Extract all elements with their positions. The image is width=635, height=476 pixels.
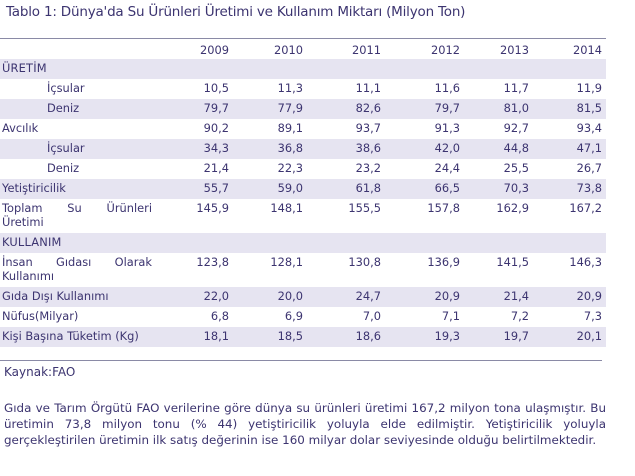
table-cell: 18,5	[277, 329, 303, 343]
table-cell: 18,1	[203, 329, 229, 343]
table-cell: 6,9	[284, 309, 303, 323]
table-cell: 89,1	[277, 121, 303, 135]
table-row	[0, 253, 606, 287]
table-cell: 44,8	[503, 141, 529, 155]
table-cell: 20,9	[576, 289, 602, 303]
table-cell: 70,3	[503, 181, 529, 195]
table-cell: 77,9	[277, 101, 303, 115]
table-cell: 21,4	[503, 289, 529, 303]
section-label: ÜRETİM	[2, 61, 47, 75]
table-cell: 155,5	[348, 201, 381, 215]
table-cell: 82,6	[355, 101, 381, 115]
table-cell: 92,7	[503, 121, 529, 135]
table-cell: 25,5	[503, 161, 529, 175]
year-header: 2011	[352, 43, 381, 57]
table-cell: 20,0	[277, 289, 303, 303]
section-production	[0, 59, 606, 79]
table-cell: 130,8	[348, 255, 381, 269]
table-cell: 162,9	[496, 201, 529, 215]
body-paragraph: Gıda ve Tarım Örgütü FAO verilerine göre dünya su ürünleri üretimi 167,2 milyon tona ulaşmıştır. Bu üretimin 73,8 milyon tonu (% 44) yetiştiricilik yoluyla elde edilmiştir. Yetiştiricilik yoluyla gerçekleştirilen üretimin ilk satış değerinin ise 160 milyar dolar seviyesinde olduğu belirtilmektedir.	[4, 401, 606, 447]
section-label: KULLANIM	[2, 235, 62, 249]
table-cell: 11,7	[503, 81, 529, 95]
table-cell: 24,7	[355, 289, 381, 303]
table-cell: 148,1	[270, 201, 303, 215]
table-row	[0, 159, 606, 179]
table-cell: 79,7	[203, 101, 229, 115]
table-cell: 11,6	[434, 81, 460, 95]
table-cell: 11,9	[576, 81, 602, 95]
table-cell: 66,5	[434, 181, 460, 195]
row-label: Gıda Dışı Kullanımı	[2, 289, 109, 303]
table-row	[0, 307, 606, 327]
table-cell: 11,3	[277, 81, 303, 95]
table-cell: 21,4	[203, 161, 229, 175]
table-cell: 136,9	[427, 255, 460, 269]
row-label: Avcılık	[2, 121, 39, 135]
table-cell: 157,8	[427, 201, 460, 215]
table-cell: 81,5	[576, 101, 602, 115]
year-header: 2014	[573, 43, 602, 57]
data-table	[0, 38, 606, 347]
table-cell: 128,1	[270, 255, 303, 269]
table-cell: 34,3	[203, 141, 229, 155]
table-cell: 91,3	[434, 121, 460, 135]
table-cell: 6,8	[210, 309, 229, 323]
section-usage	[0, 233, 606, 253]
table-cell: 59,0	[277, 181, 303, 195]
table-cell: 20,1	[576, 329, 602, 343]
table-cell: 23,2	[355, 161, 381, 175]
table-cell: 145,9	[196, 201, 229, 215]
table-row	[0, 327, 606, 347]
table-cell: 90,2	[203, 121, 229, 135]
table-cell: 141,5	[496, 255, 529, 269]
table-cell: 38,6	[355, 141, 381, 155]
table-row	[0, 119, 606, 139]
table-cell: 26,7	[576, 161, 602, 175]
row-label: Deniz	[47, 101, 80, 115]
table-cell: 22,0	[203, 289, 229, 303]
table-cell: 47,1	[576, 141, 602, 155]
year-header: 2010	[274, 43, 303, 57]
table-row	[0, 99, 606, 119]
table-cell: 24,4	[434, 161, 460, 175]
table-cell: 167,2	[569, 201, 602, 215]
table-cell: 93,4	[576, 121, 602, 135]
table-cell: 19,3	[434, 329, 460, 343]
table-cell: 55,7	[203, 181, 229, 195]
source-text: Kaynak:FAO	[4, 365, 76, 379]
table-cell: 10,5	[203, 81, 229, 95]
table-cell: 81,0	[503, 101, 529, 115]
table-cell: 7,1	[441, 309, 460, 323]
table-row	[0, 199, 606, 233]
table-row	[0, 179, 606, 199]
table-cell: 73,8	[576, 181, 602, 195]
year-header: 2012	[431, 43, 460, 57]
table-cell: 18,6	[355, 329, 381, 343]
year-header: 2013	[500, 43, 529, 57]
table-row	[0, 287, 606, 307]
table-cell: 79,7	[434, 101, 460, 115]
table-row	[0, 79, 606, 99]
table-cell: 20,9	[434, 289, 460, 303]
table-cell: 19,7	[503, 329, 529, 343]
table-cell: 7,3	[583, 309, 602, 323]
row-label: Nüfus(Milyar)	[2, 309, 79, 323]
source-note	[0, 360, 602, 379]
table-cell: 7,0	[362, 309, 381, 323]
row-label: İçsular	[47, 81, 85, 95]
row-label: Toplam Su Ürünleri Üretimi	[2, 201, 152, 229]
table-title: Tablo 1: Dünya'da Su Ürünleri Üretimi ve Kullanım Miktarı (Milyon Ton)	[6, 4, 466, 20]
table-row	[0, 139, 606, 159]
table-cell: 22,3	[277, 161, 303, 175]
table-cell: 61,8	[355, 181, 381, 195]
table-cell: 146,3	[569, 255, 602, 269]
table-cell: 93,7	[355, 121, 381, 135]
table-cell: 42,0	[434, 141, 460, 155]
year-header: 2009	[200, 43, 229, 57]
row-label: İçsular	[47, 141, 85, 155]
table-cell: 7,2	[510, 309, 529, 323]
table-cell: 123,8	[196, 255, 229, 269]
row-label: Kişi Başına Tüketim (Kg)	[2, 329, 139, 343]
year-header-row	[0, 39, 606, 59]
table-cell: 36,8	[277, 141, 303, 155]
row-label: Yetiştiricilik	[2, 181, 66, 195]
row-label: Deniz	[47, 161, 80, 175]
row-label: İnsan Gıdası Olarak Kullanımı	[2, 255, 152, 283]
table-cell: 11,1	[355, 81, 381, 95]
